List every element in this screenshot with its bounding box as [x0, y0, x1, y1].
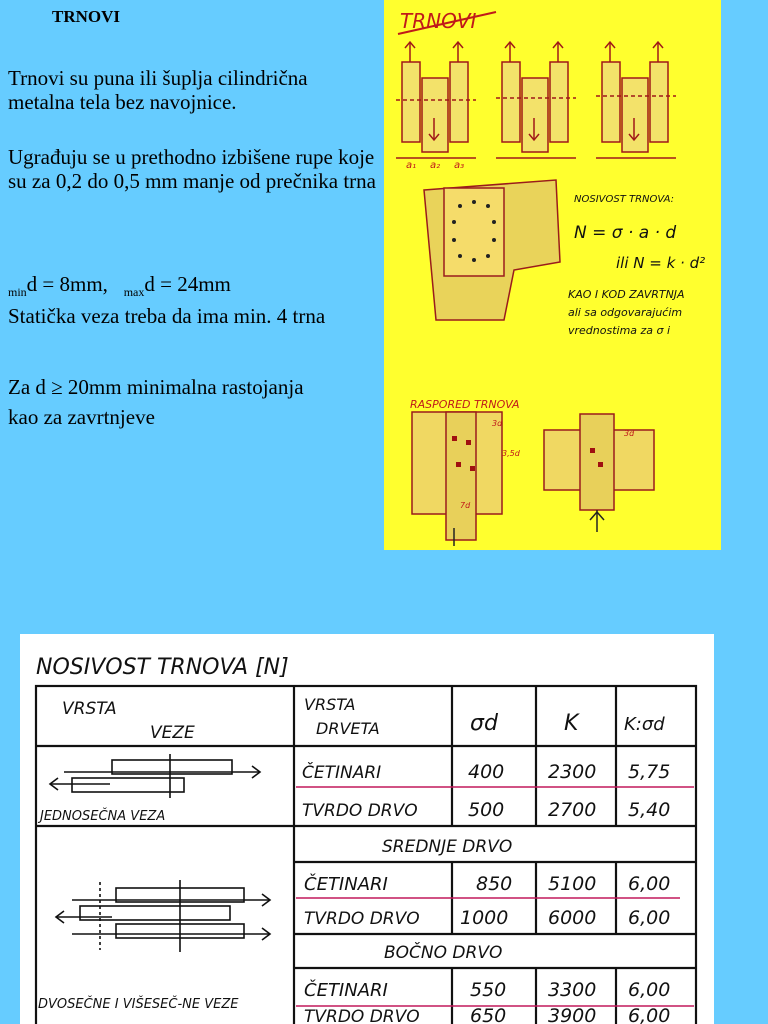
single-shear-diagram — [50, 754, 260, 798]
max-diameter: d = 24mm — [144, 272, 231, 296]
header-k: K — [564, 711, 579, 736]
spacing-label-a3: a₃ — [454, 160, 465, 171]
timber-pin-pattern — [424, 180, 560, 320]
pin-joint-sketch-3 — [596, 42, 676, 158]
formula-2: ili N = k · d² — [616, 254, 706, 272]
dim-3d-left: 3d — [492, 419, 503, 428]
formula-1: N = σ · a · d — [574, 223, 677, 243]
header-vrsta-veze-1: VRSTA — [62, 699, 117, 719]
sketch-heading: TRNOVI — [400, 9, 477, 33]
note-line-3: vrednostima za σ i — [568, 324, 671, 337]
row-cetinari-mid-sigma: 850 — [476, 873, 513, 895]
row-tvrdo-single-k: 2700 — [548, 799, 597, 821]
row-cetinari-bot-k: 3300 — [548, 979, 597, 1001]
raspored-heading: RASPORED TRNOVA — [410, 398, 520, 411]
row-tvrdo-mid-k: 6000 — [548, 907, 597, 929]
row-cetinari-mid-k: 5100 — [548, 873, 597, 895]
header-vrsta-drveta-2: DRVETA — [316, 719, 380, 738]
diameter-range — [8, 272, 231, 304]
row-cetinari-single-wood: ČETINARI — [302, 763, 382, 783]
paragraph-spacing-line1: Za d ≥ 20mm minimalna rastojanja — [8, 375, 304, 399]
nosivost-heading: NOSIVOST TRNOVA: — [574, 194, 674, 205]
row-tvrdo-bot-k: 3900 — [548, 1005, 597, 1024]
label-jednosecna: JEDNOSEČNA VEZA — [40, 809, 166, 824]
row-tvrdo-bot-sigma: 650 — [470, 1005, 507, 1024]
sketch-drawing — [384, 0, 721, 550]
max-subscript: max — [123, 285, 145, 299]
row-cetinari-bot-sigma: 550 — [470, 979, 507, 1001]
dim-3d-right: 3d — [624, 429, 635, 438]
row-tvrdo-single-sigma: 500 — [468, 799, 505, 821]
section-bocno-drvo: BOČNO DRVO — [384, 943, 503, 963]
min-diameter: d = 8mm, — [26, 272, 108, 296]
dim-7d-left: 7d — [460, 501, 471, 510]
spacing-label-a2: a₂ — [430, 160, 441, 171]
row-tvrdo-mid-ratio: 6,00 — [628, 907, 671, 929]
row-tvrdo-single-wood: TVRDO DRVO — [302, 801, 418, 821]
header-vrsta-drveta-1: VRSTA — [304, 695, 356, 714]
label-dvosecna: DVOSEČNE I VIŠESEČ-NE VEZE — [38, 997, 239, 1012]
row-tvrdo-single-ratio: 5,40 — [628, 799, 671, 821]
table-title: NOSIVOST TRNOVA [N] — [36, 655, 289, 680]
spacing-label-a1: a₁ — [406, 160, 417, 171]
double-shear-diagram — [56, 880, 270, 952]
row-cetinari-bot-ratio: 6,00 — [628, 979, 671, 1001]
row-cetinari-mid-wood: ČETINARI — [304, 874, 388, 895]
page-title: TRNOVI — [52, 7, 121, 26]
sketch-panel — [384, 0, 721, 550]
row-tvrdo-bot-ratio: 6,00 — [628, 1005, 671, 1024]
header-k-sigma: K:σd — [624, 714, 665, 735]
paragraph-min-pins: Statička veza treba da ima min. 4 trna — [8, 304, 326, 328]
row-cetinari-bot-wood: ČETINARI — [304, 980, 388, 1001]
dim-35d-left: 3,5d — [502, 449, 520, 458]
pin-joint-sketch-1 — [396, 42, 476, 158]
section-srednje-drvo: SREDNJE DRVO — [382, 837, 513, 857]
row-tvrdo-mid-sigma: 1000 — [460, 907, 509, 929]
note-line-2: ali sa odgovarajućim — [568, 306, 683, 319]
header-vrsta-veze-2: VEZE — [150, 723, 195, 743]
paragraph-spacing-line2: kao za zavrtnjeve — [8, 405, 155, 429]
row-cetinari-mid-ratio: 6,00 — [628, 873, 671, 895]
pin-layout-sketch-left — [412, 412, 521, 546]
pin-layout-sketch-right — [544, 414, 654, 532]
paragraph-definition: Trnovi su puna ili šuplja cilindrična metalna tela bez navojnice. — [8, 66, 308, 114]
pin-joint-sketch-2 — [496, 42, 576, 158]
min-subscript: min — [8, 285, 27, 299]
row-tvrdo-bot-wood: TVRDO DRVO — [304, 1007, 420, 1024]
capacity-table-drawing — [20, 634, 714, 1024]
capacity-table — [20, 634, 714, 1024]
row-cetinari-single-sigma: 400 — [468, 761, 505, 783]
header-sigma: σd — [470, 711, 498, 736]
note-line-1: KAO I KOD ZAVRTNJA — [568, 288, 685, 301]
row-cetinari-single-k: 2300 — [548, 761, 597, 783]
paragraph-installation: Ugrađuju se u prethodno izbišene rupe koje su za 0,2 do 0,5 mm manje od prečnika trna — [8, 145, 376, 193]
row-cetinari-single-ratio: 5,75 — [628, 761, 671, 783]
row-tvrdo-mid-wood: TVRDO DRVO — [304, 909, 420, 929]
